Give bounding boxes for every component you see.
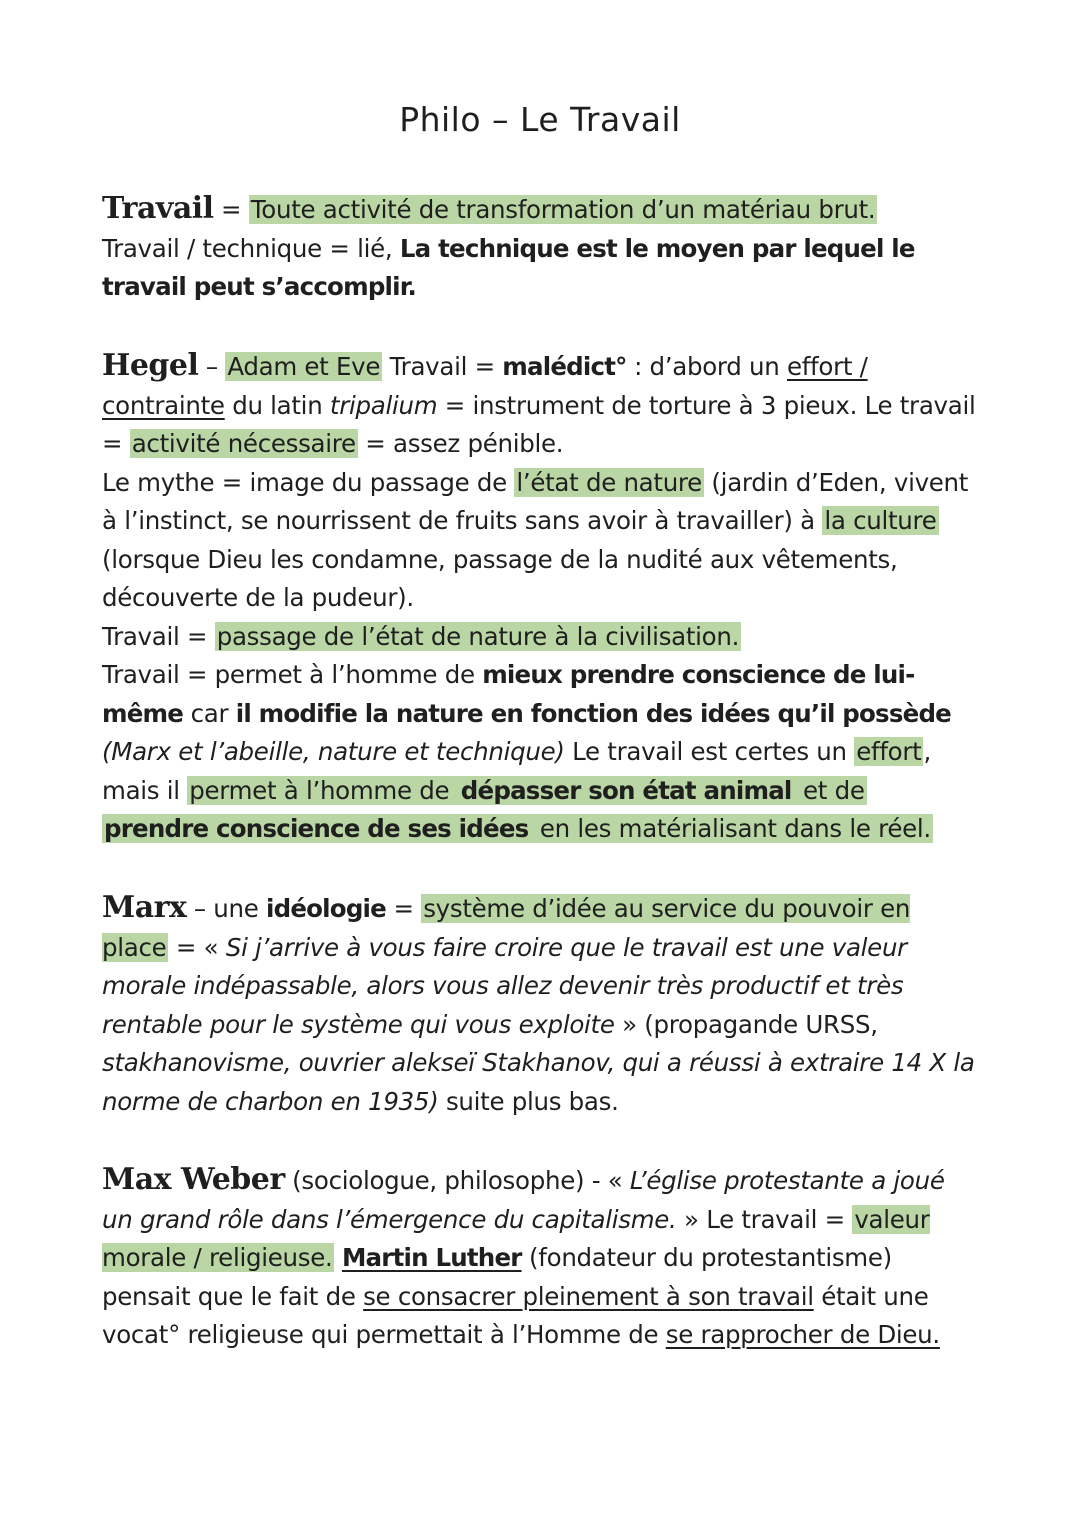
term-max-weber: Max Weber	[102, 1162, 285, 1197]
highlight-text: en les matérialisant dans le réel.	[532, 814, 931, 843]
text: (fondateur du protestantisme) pensait que le fait de	[102, 1243, 892, 1311]
text	[334, 1243, 342, 1272]
underlined-text: effort / contrainte	[102, 352, 868, 420]
text: – une	[186, 894, 266, 923]
italic-text: (Marx et l’abeille, nature et technique)	[102, 737, 565, 766]
highlight-culture: la culture	[824, 506, 937, 535]
underlined-text: se rapprocher de Dieu.	[665, 1320, 940, 1349]
bold-text: mieux prendre conscience de lui-même	[102, 660, 915, 728]
highlight-text: et de	[795, 775, 865, 805]
highlight-etat-nature: l’état de nature	[516, 467, 702, 497]
text: Le travail est certes un	[564, 737, 855, 766]
text: » (propagande URSS,	[614, 1009, 878, 1039]
text: = assez pénible.	[357, 429, 564, 458]
text: (sociologue, philosophe) - «	[284, 1166, 630, 1195]
bold-text: malédict°	[502, 352, 627, 381]
text: =	[213, 195, 249, 224]
term-marx: Marx	[102, 890, 187, 925]
bold-text: il modifie la nature en fonction des idées qu’il possède	[235, 698, 951, 728]
italic-text: tripalium	[329, 390, 438, 420]
text: Travail =	[382, 352, 503, 381]
text: » Le travail =	[676, 1204, 853, 1234]
text: , mais il	[102, 737, 931, 805]
highlight-definition: Toute activité de transformation d’un matériau brut.	[250, 195, 876, 224]
italic-quote: Si j’arrive à vous faire croire que le travail est une valeur morale indépassable, alors vous allez devenir très productif et très rentable pour le système qui vous exploite	[102, 932, 907, 1039]
italic-quote: L’église protestante a joué un grand rôle dans l’émergence du capitalisme.	[102, 1166, 945, 1234]
highlight-definition: système d’idée au service du pouvoir en place	[102, 894, 911, 962]
highlight-text: permet à l’homme de	[189, 775, 457, 805]
bold-text: idéologie	[266, 894, 386, 923]
underlined-text: se consacrer pleinement à son travail	[363, 1281, 814, 1311]
highlight-effort: effort	[856, 737, 922, 766]
highlight-bold-text: prendre conscience de ses idées	[104, 814, 529, 843]
bold-text: La technique est le moyen par lequel le travail peut s’accomplir.	[102, 233, 915, 301]
highlight-bold-text: dépasser son état animal	[460, 775, 792, 805]
page-title: Philo – Le Travail	[399, 100, 681, 139]
text: = instrument de torture à 3 pieux. Le travail =	[102, 390, 976, 458]
text: (lorsque Dieu les condamne, passage de la nudité aux vêtements, découverte de la pudeur).	[102, 544, 898, 612]
text: = «	[168, 932, 226, 962]
text: Travail =	[102, 621, 215, 651]
term-travail: Travail	[102, 191, 214, 226]
section-marx	[102, 889, 980, 1121]
highlight-activite: activité nécessaire	[131, 429, 356, 458]
text: : d’abord un	[626, 352, 787, 381]
highlight-passage: passage de l’état de nature à la civilisation.	[216, 621, 740, 651]
text: Travail = permet à l’homme de	[102, 660, 483, 689]
text: Le mythe = image du passage de	[102, 467, 515, 497]
section-travail	[102, 190, 980, 307]
text: était une vocat° religieuse qui permettait à l’Homme de	[102, 1281, 929, 1349]
text: suite plus bas.	[438, 1086, 619, 1116]
section-weber	[102, 1161, 980, 1355]
term-hegel: Hegel	[102, 348, 199, 383]
highlight-adam-eve: Adam et Eve	[227, 352, 381, 381]
text: Travail / technique = lié,	[102, 233, 400, 263]
highlight-valeur-morale: valeur morale / religieuse.	[102, 1204, 930, 1272]
italic-text: stakhanovisme, ouvrier alekseï Stakhanov, qui a réussi à extraire 14 X la norme de charbon en 1935)	[102, 1048, 975, 1116]
section-hegel	[102, 347, 980, 849]
text: (jardin d’Eden, vivent à l’instinct, se nourrissent de fruits sans avoir à travailler) à	[102, 467, 969, 535]
bold-underlined-text: Martin Luther	[341, 1243, 522, 1272]
text: –	[198, 352, 226, 381]
text: =	[385, 894, 422, 923]
text: du latin	[224, 390, 330, 420]
text: car	[183, 698, 236, 728]
